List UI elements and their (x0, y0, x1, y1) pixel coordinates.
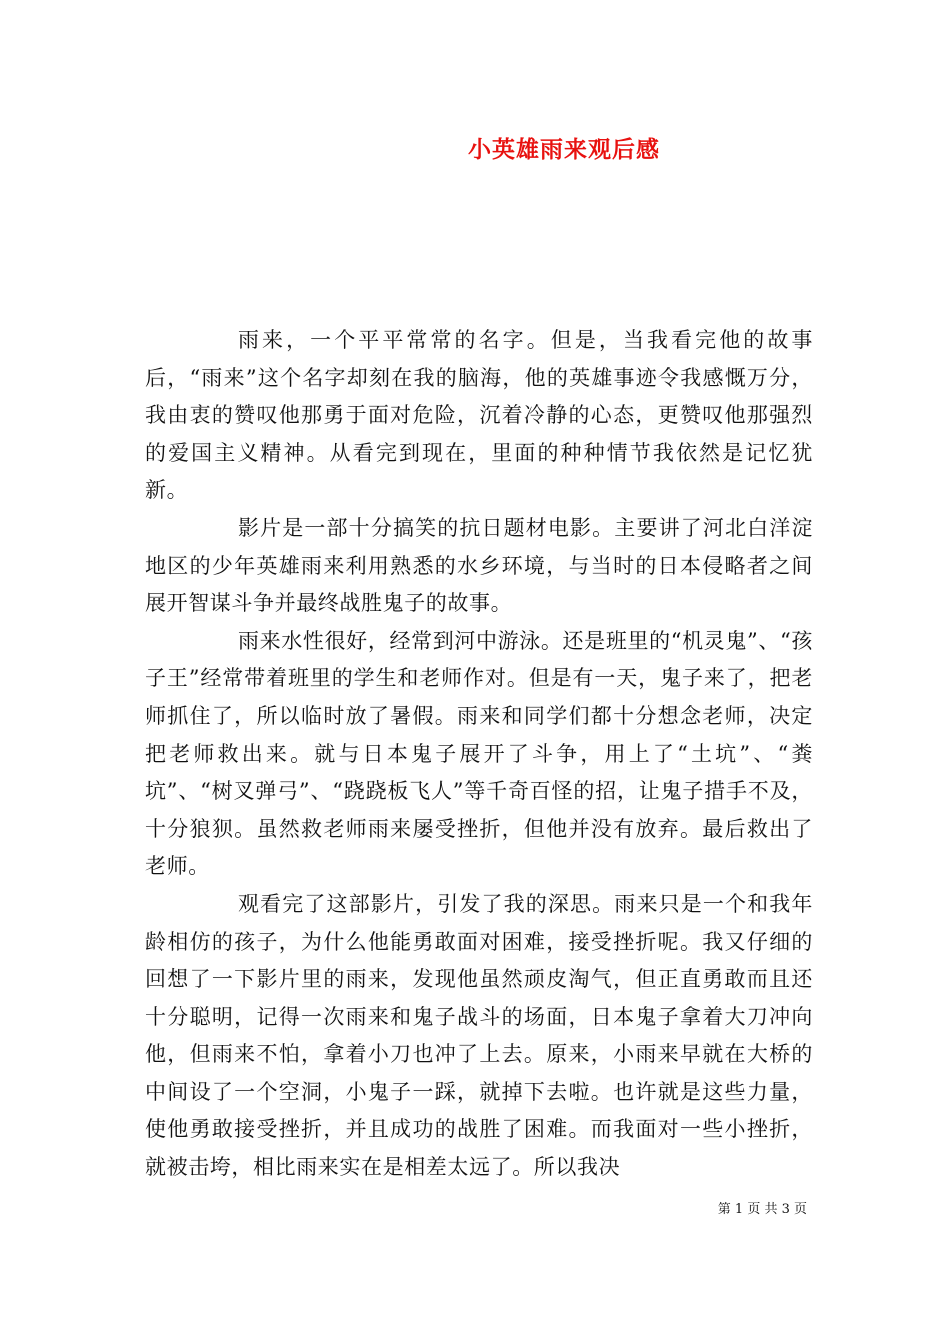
page-number-footer: 第 1 页 共 3 页 (717, 1202, 807, 1217)
document-title: 小英雄雨来观后感 (468, 136, 660, 163)
paragraph-summary: 影片是一部十分搞笑的抗日题材电影。主要讲了河北白洋淀地区的少年英雄雨来利用熟悉的水乡环境，与当时的日本侵略者之间展开智谋斗争并最终战胜鬼子的故事。 (145, 515, 813, 616)
paragraph-intro: 雨来，一个平平常常的名字。但是，当我看完他的故事后，“雨来”这个名字却刻在我的脑海，他的英雄事迹令我感慨万分，我由衷的赞叹他那勇于面对危险，沉着冷静的心态，更赞叹他那强烈的爱国主义精神。从看完到现在，里面的种种情节我依然是记忆犹新。 (145, 328, 813, 503)
paragraph-reflection: 观看完了这部影片，引发了我的深思。雨来只是一个和我年龄相仿的孩子，为什么他能勇敢面对困难，接受挫折呢。我又仔细的回想了一下影片里的雨来，发现他虽然顽皮淘气，但正直勇敢而且还十分聪明，记得一次雨来和鬼子战斗的场面，日本鬼子拿着大刀冲向他，但雨来不怕，拿着小刀也冲了上去。原来，小雨来早就在大桥的中间设了一个空洞，小鬼子一踩，就掉下去啦。也许就是这些力量，使他勇敢接受挫折，并且成功的战胜了困难。而我面对一些小挫折，就被击垮，相比雨来实在是相差太远了。所以我决 (145, 891, 813, 1180)
paragraph-plot: 雨来水性很好，经常到河中游泳。还是班里的“机灵鬼”、“孩子王”经常带着班里的学生和老师作对。但是有一天，鬼子来了，把老师抓住了，所以临时放了暑假。雨来和同学们都十分想念老师，决定把老师救出来。就与日本鬼子展开了斗争，用上了“土坑”、“粪坑”、“树叉弹弓”、“跷跷板飞人”等千奇百怪的招，让鬼子措手不及，十分狼狈。虽然救老师雨来屡受挫折，但他并没有放弃。最后救出了老师。 (145, 628, 813, 879)
document-body (145, 322, 813, 1187)
